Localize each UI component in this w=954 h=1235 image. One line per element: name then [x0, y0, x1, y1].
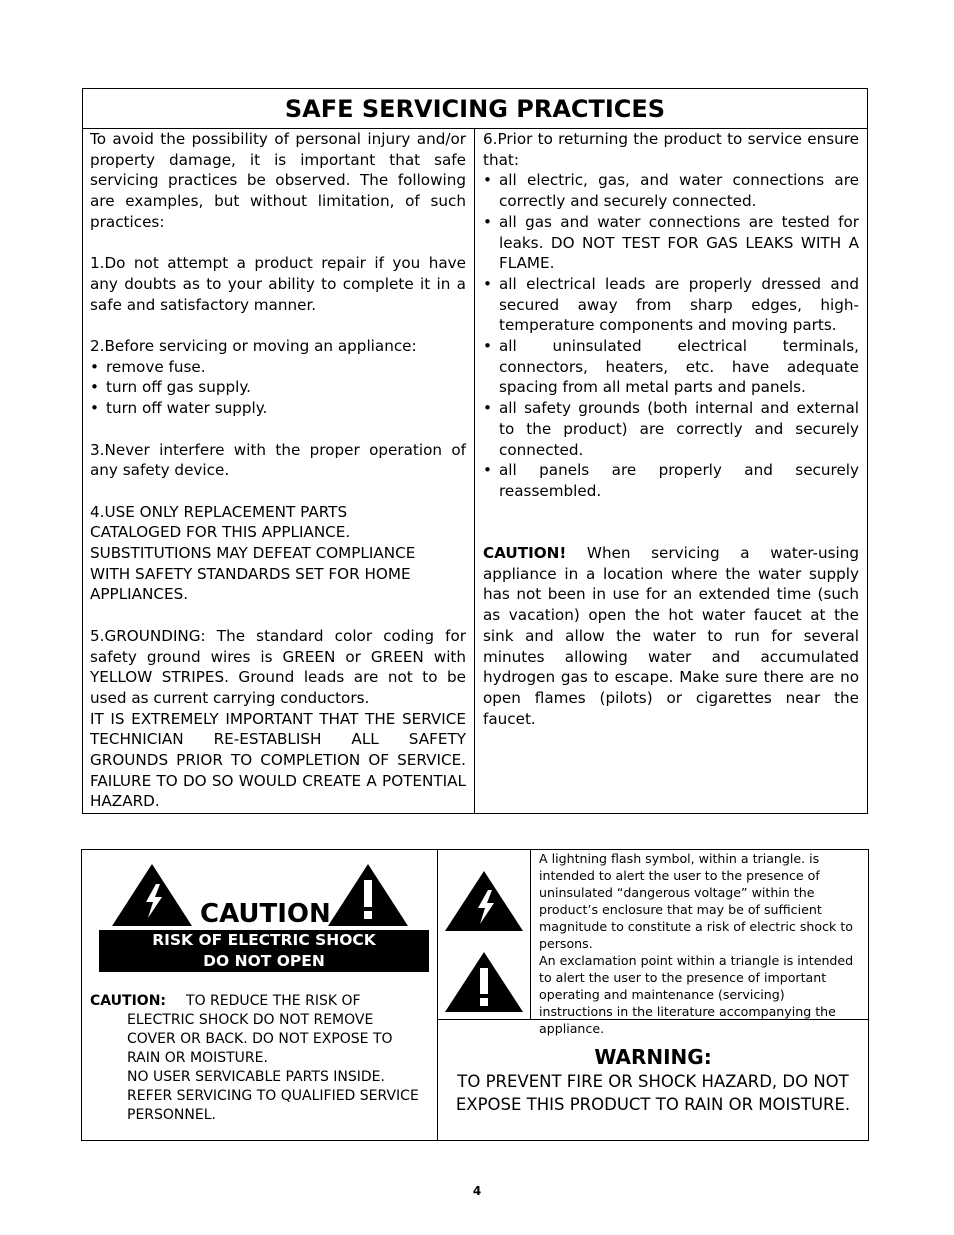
list-item: • all gas and water connections are tested for leaks. DO NOT TEST FOR GAS LEAKS WITH A FLAME. — [483, 212, 859, 273]
lightning-symbol-icon — [445, 871, 523, 931]
list-item: • all electric, gas, and water connections are correctly and securely connected. — [483, 171, 859, 211]
list-item: • all panels are properly and securely reassembled. — [483, 461, 859, 500]
item-5: 5.GROUNDING: The standard color coding for safety ground wires is GREEN or GREEN with YELLOW STRIPES. Ground leads are not to be used as current carrying conductors. — [90, 626, 466, 707]
caution-instructions-label: CAUTION: — [90, 993, 167, 1009]
lightning-description: A lightning flash symbol, within a triangle. is intended to alert the user to the presence of uninsulated “dangerous voltage” within the product’s enclosure that may be of sufficient magnitude to constitute a risk of electric shock to persons. — [539, 851, 853, 951]
column-divider — [474, 129, 475, 813]
page-number: 4 — [472, 1184, 482, 1198]
intro-paragraph: To avoid the possibility of personal injury and/or property damage, it is important that safe servicing practices be observed. The following are examples, but without limitation, of such practices: — [90, 130, 466, 231]
list-item: • all uninsulated electrical terminals, connectors, heaters, etc. have adequate spacing from all metal parts and panels. — [483, 337, 859, 397]
item-5-warning: IT IS EXTREMELY IMPORTANT THAT THE SERVICE TECHNICIAN RE-ESTABLISH ALL SAFETY GROUNDS PRIOR TO COMPLETION OF SERVICE. FAILURE TO DO SO WOULD CREATE A POTENTIAL HAZARD. — [90, 709, 466, 811]
lightning-triangle-icon — [112, 864, 192, 926]
list-item: • turn off water supply. — [90, 399, 268, 418]
list-item: • all safety grounds (both internal and external to the product) are correctly and securely connected. — [483, 399, 859, 459]
list-item: • turn off gas supply. — [90, 378, 251, 397]
warning-line-2: EXPOSE THIS PRODUCT TO RAIN OR MOISTURE. — [455, 1095, 851, 1114]
exclamation-triangle-icon — [328, 864, 408, 926]
caution-label: CAUTION! — [483, 544, 567, 563]
item-4: 4.USE ONLY REPLACEMENT PARTS CATALOGED FOR THIS APPLIANCE. SUBSTITUTIONS MAY DEFEAT COMPLIANCE WITH SAFETY STANDARDS SET FOR HOME APPLIANCES. — [90, 502, 416, 604]
caution-paragraph — [483, 543, 859, 729]
warning-block — [438, 1044, 868, 1116]
item-6-heading: 6.Prior to returning the product to service ensure that: — [483, 130, 859, 169]
symbols-divider — [530, 849, 531, 1020]
warning-line-1: TO PREVENT FIRE OR SHOCK HAZARD, DO NOT — [457, 1072, 849, 1091]
list-item: • remove fuse. — [90, 357, 206, 376]
symbols-description — [539, 850, 857, 1037]
left-column — [90, 129, 466, 812]
caution-text: When servicing a water-using appliance in a location where the water supply has not been in use for an extended time (such as vacation) open the hot water faucet at the sink and allow the water to run for several minutes allowing water and accumulated hydrogen gas to escape. Make sure there are no open flames (pilots) or cigarettes near the faucet. — [483, 544, 859, 728]
warning-title: WARNING: — [594, 1045, 712, 1069]
item-2-heading: 2.Before servicing or moving an appliance: — [90, 337, 417, 355]
exclamation-symbol-icon — [445, 952, 523, 1012]
section-title: SAFE SERVICING PRACTICES — [83, 89, 867, 129]
item-3: 3.Never interfere with the proper operation of any safety device. — [90, 440, 466, 480]
exclamation-description: An exclamation point within a triangle is intended to alert the user to the presence of important operating and maintenance (servicing) instructions in the literature accompanying the appliance. — [539, 953, 854, 1036]
list-item: • all electrical leads are properly dressed and secured away from sharp edges, high-temperature components and moving parts. — [483, 274, 859, 335]
caution-heading: CAUTION — [200, 899, 331, 929]
item-1: 1.Do not attempt a product repair if you have any doubts as to your ability to complete it in a safe and satisfactory manner. — [90, 254, 466, 314]
shock-banner: RISK OF ELECTRIC SHOCK DO NOT OPEN — [99, 930, 429, 972]
caution-instructions: CAUTION: TO REDUCE THE RISK OF ELECTRIC SHOCK DO NOT REMOVE COVER OR BACK. DO NOT EXPOSE TO RAIN OR MOISTURE. NO USER SERVICABLE PARTS INSIDE. REFER SERVICING TO QUALIFIED SERVICE PERSONNEL. — [90, 993, 419, 1123]
right-column — [483, 129, 859, 729]
